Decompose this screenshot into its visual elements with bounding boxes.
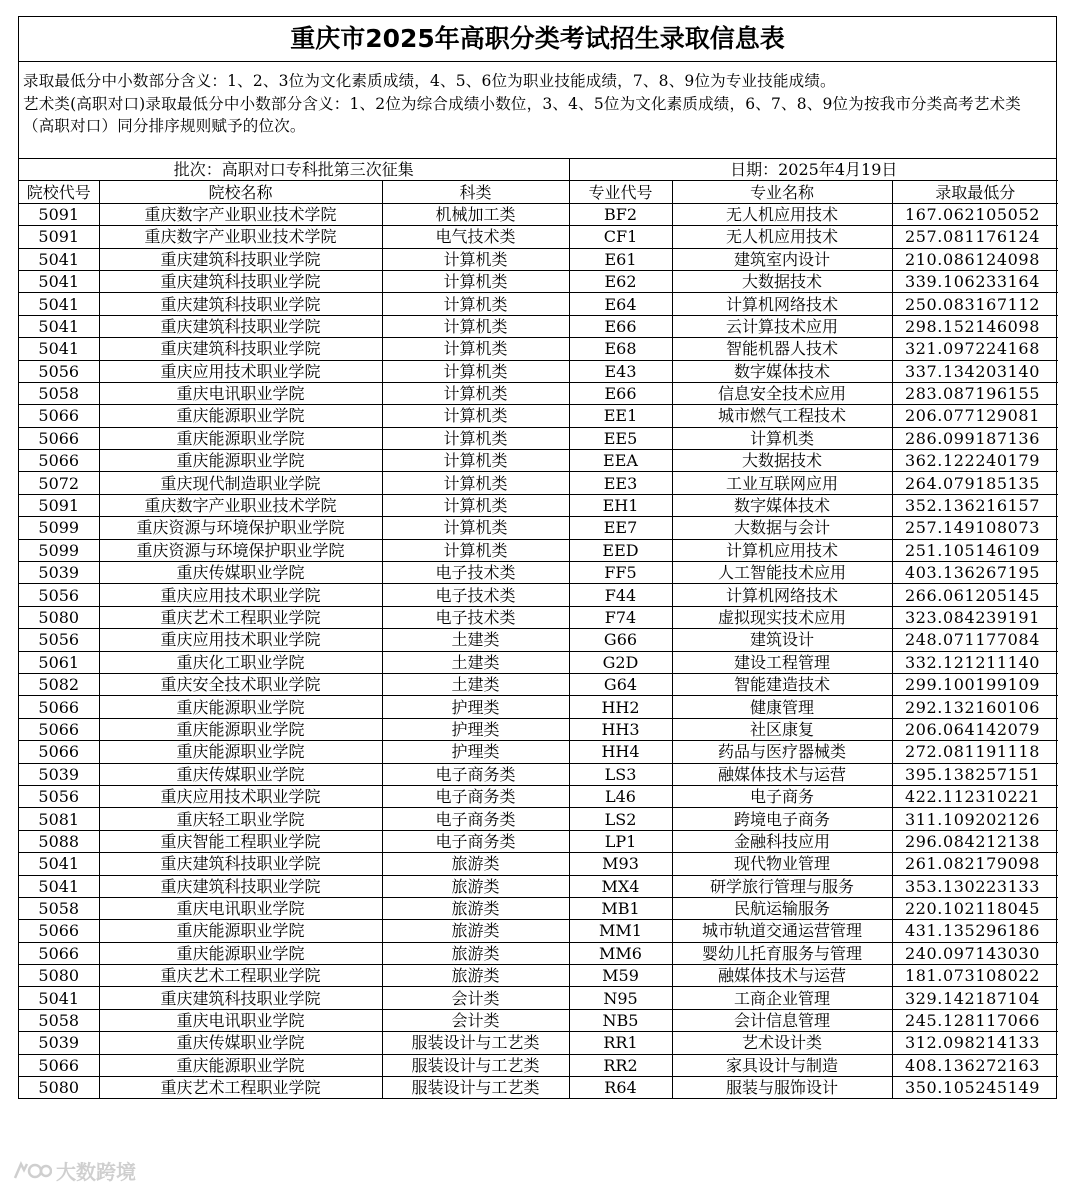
cell-school-name: 重庆建筑科技职业学院 xyxy=(99,875,382,897)
cell-min-score: 283.087196155 xyxy=(892,382,1058,404)
cell-min-score: 422.112310221 xyxy=(892,785,1058,807)
cell-min-score: 350.105245149 xyxy=(892,1077,1058,1099)
cell-major-code: L46 xyxy=(569,785,672,807)
cell-min-score: 251.105146109 xyxy=(892,539,1058,561)
cell-major-name: 建筑设计 xyxy=(672,629,892,651)
cell-major-code: R64 xyxy=(569,1077,672,1099)
cell-school-name: 重庆能源职业学院 xyxy=(99,741,382,763)
cell-major-name: 大数据技术 xyxy=(672,450,892,472)
table-row xyxy=(19,830,1058,852)
cell-school-code: 5058 xyxy=(19,382,99,404)
col-header-school-name: 院校名称 xyxy=(99,181,382,203)
cell-min-score: 257.081176124 xyxy=(892,226,1058,248)
table-row xyxy=(19,494,1058,516)
cell-school-code: 5066 xyxy=(19,696,99,718)
cell-school-name: 重庆能源职业学院 xyxy=(99,942,382,964)
cell-category: 计算机类 xyxy=(382,427,569,449)
table-row xyxy=(19,875,1058,897)
table-row xyxy=(19,965,1058,987)
cell-category: 护理类 xyxy=(382,741,569,763)
cell-category: 电子商务类 xyxy=(382,808,569,830)
cell-min-score: 353.130223133 xyxy=(892,875,1058,897)
cell-category: 计算机类 xyxy=(382,472,569,494)
cell-category: 电子商务类 xyxy=(382,785,569,807)
cell-school-code: 5066 xyxy=(19,427,99,449)
cell-major-name: 无人机应用技术 xyxy=(672,203,892,225)
batch-label: 批次：高职对口专科批第三次征集 xyxy=(19,159,569,181)
cell-school-name: 重庆建筑科技职业学院 xyxy=(99,270,382,292)
col-header-major-name: 专业名称 xyxy=(672,181,892,203)
cell-category: 土建类 xyxy=(382,673,569,695)
table-row xyxy=(19,338,1058,360)
cell-major-code: G66 xyxy=(569,629,672,651)
cell-school-name: 重庆现代制造职业学院 xyxy=(99,472,382,494)
cell-min-score: 264.079185135 xyxy=(892,472,1058,494)
score-notes xyxy=(19,62,1056,159)
cell-major-name: 虚拟现实技术应用 xyxy=(672,606,892,628)
cell-min-score: 248.071177084 xyxy=(892,629,1058,651)
cell-major-code: E64 xyxy=(569,293,672,315)
cell-category: 电子技术类 xyxy=(382,606,569,628)
cell-major-code: MX4 xyxy=(569,875,672,897)
cell-major-name: 婴幼儿托育服务与管理 xyxy=(672,942,892,964)
cell-min-score: 210.086124098 xyxy=(892,248,1058,270)
cell-min-score: 311.109202126 xyxy=(892,808,1058,830)
cell-major-name: 金融科技应用 xyxy=(672,830,892,852)
table-row xyxy=(19,405,1058,427)
cell-major-code: EH1 xyxy=(569,494,672,516)
cell-min-score: 395.138257151 xyxy=(892,763,1058,785)
cell-min-score: 408.136272163 xyxy=(892,1054,1058,1076)
cell-major-code: E62 xyxy=(569,270,672,292)
cell-major-name: 城市燃气工程技术 xyxy=(672,405,892,427)
cell-school-name: 重庆数字产业职业技术学院 xyxy=(99,226,382,248)
cell-major-code: E61 xyxy=(569,248,672,270)
cell-school-name: 重庆化工职业学院 xyxy=(99,651,382,673)
cell-major-code: M93 xyxy=(569,853,672,875)
cell-school-code: 5066 xyxy=(19,1054,99,1076)
cell-min-score: 250.083167112 xyxy=(892,293,1058,315)
cell-school-code: 5056 xyxy=(19,785,99,807)
cell-school-name: 重庆建筑科技职业学院 xyxy=(99,338,382,360)
cell-major-code: EE1 xyxy=(569,405,672,427)
cell-school-code: 5041 xyxy=(19,853,99,875)
cell-school-name: 重庆建筑科技职业学院 xyxy=(99,853,382,875)
cell-major-code: FF5 xyxy=(569,562,672,584)
cell-min-score: 431.135296186 xyxy=(892,920,1058,942)
cell-school-name: 重庆能源职业学院 xyxy=(99,920,382,942)
cell-major-code: E68 xyxy=(569,338,672,360)
cell-major-code: HH4 xyxy=(569,741,672,763)
cell-major-name: 大数据与会计 xyxy=(672,517,892,539)
cell-school-code: 5056 xyxy=(19,360,99,382)
cell-school-code: 5099 xyxy=(19,517,99,539)
cell-school-name: 重庆能源职业学院 xyxy=(99,405,382,427)
table-row xyxy=(19,1032,1058,1054)
cell-major-name: 计算机类 xyxy=(672,427,892,449)
cell-school-name: 重庆传媒职业学院 xyxy=(99,763,382,785)
col-header-major-code: 专业代号 xyxy=(569,181,672,203)
cell-major-name: 家具设计与制造 xyxy=(672,1054,892,1076)
cell-major-name: 现代物业管理 xyxy=(672,853,892,875)
table-row xyxy=(19,673,1058,695)
cell-school-name: 重庆安全技术职业学院 xyxy=(99,673,382,695)
cell-major-name: 计算机网络技术 xyxy=(672,293,892,315)
cell-school-code: 5066 xyxy=(19,741,99,763)
cell-major-code: G2D xyxy=(569,651,672,673)
cell-category: 计算机类 xyxy=(382,293,569,315)
cell-category: 计算机类 xyxy=(382,315,569,337)
table-row xyxy=(19,562,1058,584)
cell-min-score: 261.082179098 xyxy=(892,853,1058,875)
cell-major-name: 跨境电子商务 xyxy=(672,808,892,830)
table-row xyxy=(19,293,1058,315)
cell-major-name: 健康管理 xyxy=(672,696,892,718)
cell-major-name: 计算机应用技术 xyxy=(672,539,892,561)
cell-major-name: 人工智能技术应用 xyxy=(672,562,892,584)
cell-major-code: F44 xyxy=(569,584,672,606)
cell-major-name: 药品与医疗器械类 xyxy=(672,741,892,763)
cell-category: 电子商务类 xyxy=(382,763,569,785)
cell-school-name: 重庆应用技术职业学院 xyxy=(99,360,382,382)
cell-major-code: EE7 xyxy=(569,517,672,539)
cell-category: 土建类 xyxy=(382,651,569,673)
cell-min-score: 220.102118045 xyxy=(892,897,1058,919)
cell-category: 计算机类 xyxy=(382,248,569,270)
cell-major-code: MB1 xyxy=(569,897,672,919)
cell-school-code: 5039 xyxy=(19,1032,99,1054)
cell-school-code: 5041 xyxy=(19,875,99,897)
cell-school-code: 5041 xyxy=(19,987,99,1009)
cell-major-name: 智能机器人技术 xyxy=(672,338,892,360)
cell-major-name: 智能建造技术 xyxy=(672,673,892,695)
cell-category: 旅游类 xyxy=(382,853,569,875)
cell-category: 计算机类 xyxy=(382,338,569,360)
cell-min-score: 298.152146098 xyxy=(892,315,1058,337)
cell-school-code: 5039 xyxy=(19,763,99,785)
batch-date-row xyxy=(19,159,1058,181)
cell-school-name: 重庆建筑科技职业学院 xyxy=(99,248,382,270)
cell-major-code: EED xyxy=(569,539,672,561)
cell-school-name: 重庆资源与环境保护职业学院 xyxy=(99,539,382,561)
cell-school-code: 5091 xyxy=(19,226,99,248)
table-row xyxy=(19,270,1058,292)
cell-major-name: 艺术设计类 xyxy=(672,1032,892,1054)
cell-min-score: 323.084239191 xyxy=(892,606,1058,628)
cell-major-name: 计算机网络技术 xyxy=(672,584,892,606)
cell-min-score: 362.122240179 xyxy=(892,450,1058,472)
cell-school-code: 5041 xyxy=(19,338,99,360)
cell-school-name: 重庆能源职业学院 xyxy=(99,1054,382,1076)
cell-major-code: EE5 xyxy=(569,427,672,449)
cell-min-score: 329.142187104 xyxy=(892,987,1058,1009)
cell-school-code: 5058 xyxy=(19,897,99,919)
cell-school-code: 5080 xyxy=(19,965,99,987)
table-row xyxy=(19,718,1058,740)
cell-major-name: 数字媒体技术 xyxy=(672,494,892,516)
cell-min-score: 257.149108073 xyxy=(892,517,1058,539)
table-row xyxy=(19,427,1058,449)
table-row xyxy=(19,696,1058,718)
cell-school-code: 5080 xyxy=(19,606,99,628)
cell-major-code: HH3 xyxy=(569,718,672,740)
table-row xyxy=(19,651,1058,673)
table-row xyxy=(19,472,1058,494)
cell-major-code: G64 xyxy=(569,673,672,695)
cell-school-code: 5066 xyxy=(19,718,99,740)
cell-category: 电子商务类 xyxy=(382,830,569,852)
cell-category: 计算机类 xyxy=(382,517,569,539)
cell-major-name: 云计算技术应用 xyxy=(672,315,892,337)
table-row xyxy=(19,360,1058,382)
table-row xyxy=(19,920,1058,942)
table-row xyxy=(19,584,1058,606)
cell-school-name: 重庆艺术工程职业学院 xyxy=(99,965,382,987)
cell-school-name: 重庆建筑科技职业学院 xyxy=(99,987,382,1009)
cell-school-name: 重庆数字产业职业技术学院 xyxy=(99,494,382,516)
cell-category: 会计类 xyxy=(382,1009,569,1031)
cell-major-code: RR1 xyxy=(569,1032,672,1054)
table-row xyxy=(19,315,1058,337)
sheet-title: 重庆市2025年高职分类考试招生录取信息表 xyxy=(19,17,1056,62)
cell-category: 计算机类 xyxy=(382,539,569,561)
cell-min-score: 403.136267195 xyxy=(892,562,1058,584)
cell-min-score: 245.128117066 xyxy=(892,1009,1058,1031)
cell-major-code: LP1 xyxy=(569,830,672,852)
cell-school-name: 重庆资源与环境保护职业学院 xyxy=(99,517,382,539)
cell-school-code: 5066 xyxy=(19,920,99,942)
cell-min-score: 206.064142079 xyxy=(892,718,1058,740)
cell-category: 服装设计与工艺类 xyxy=(382,1077,569,1099)
cell-category: 旅游类 xyxy=(382,920,569,942)
cell-school-name: 重庆建筑科技职业学院 xyxy=(99,293,382,315)
table-row xyxy=(19,1077,1058,1099)
cell-min-score: 272.081191118 xyxy=(892,741,1058,763)
cell-category: 电子技术类 xyxy=(382,562,569,584)
cell-min-score: 206.077129081 xyxy=(892,405,1058,427)
cell-min-score: 337.134203140 xyxy=(892,360,1058,382)
cell-min-score: 240.097143030 xyxy=(892,942,1058,964)
table-row xyxy=(19,897,1058,919)
cell-school-code: 5056 xyxy=(19,584,99,606)
cell-category: 旅游类 xyxy=(382,897,569,919)
cell-school-code: 5041 xyxy=(19,315,99,337)
cell-major-name: 融媒体技术与运营 xyxy=(672,965,892,987)
cell-major-name: 无人机应用技术 xyxy=(672,226,892,248)
cell-major-name: 信息安全技术应用 xyxy=(672,382,892,404)
cell-school-name: 重庆艺术工程职业学院 xyxy=(99,1077,382,1099)
cell-school-name: 重庆传媒职业学院 xyxy=(99,1032,382,1054)
cell-school-name: 重庆能源职业学院 xyxy=(99,427,382,449)
cell-school-code: 5080 xyxy=(19,1077,99,1099)
cell-major-code: HH2 xyxy=(569,696,672,718)
cell-school-name: 重庆艺术工程职业学院 xyxy=(99,606,382,628)
cell-major-code: F74 xyxy=(569,606,672,628)
cell-school-code: 5081 xyxy=(19,808,99,830)
cell-school-code: 5066 xyxy=(19,405,99,427)
cell-min-score: 181.073108022 xyxy=(892,965,1058,987)
cell-category: 护理类 xyxy=(382,696,569,718)
cell-category: 计算机类 xyxy=(382,270,569,292)
cell-major-code: EEA xyxy=(569,450,672,472)
cell-school-code: 5072 xyxy=(19,472,99,494)
cell-major-name: 会计信息管理 xyxy=(672,1009,892,1031)
table-row xyxy=(19,741,1058,763)
cell-school-code: 5066 xyxy=(19,450,99,472)
cell-major-code: N95 xyxy=(569,987,672,1009)
cell-major-code: E66 xyxy=(569,382,672,404)
cell-major-code: E66 xyxy=(569,315,672,337)
score-note-art: 艺术类(高职对口)录取最低分中小数部分含义：1、2位为综合成绩小数位，3、4、5位为文化素质成绩，6、7、8、9位为按我市分类高考艺术类（高职对口）同分排序规则赋予的位次。 xyxy=(23,94,1021,135)
table-row xyxy=(19,1009,1058,1031)
table-row xyxy=(19,539,1058,561)
cell-school-name: 重庆轻工职业学院 xyxy=(99,808,382,830)
cell-school-name: 重庆智能工程职业学院 xyxy=(99,830,382,852)
table-row xyxy=(19,226,1058,248)
cell-major-name: 工商企业管理 xyxy=(672,987,892,1009)
table-row xyxy=(19,763,1058,785)
cell-major-name: 建筑室内设计 xyxy=(672,248,892,270)
watermark xyxy=(12,1156,136,1185)
cell-category: 旅游类 xyxy=(382,965,569,987)
cell-school-name: 重庆能源职业学院 xyxy=(99,450,382,472)
cell-category: 电子技术类 xyxy=(382,584,569,606)
cell-category: 旅游类 xyxy=(382,942,569,964)
watermark-text: 大数跨境 xyxy=(56,1160,136,1184)
cell-category: 计算机类 xyxy=(382,405,569,427)
cell-min-score: 339.106233164 xyxy=(892,270,1058,292)
cell-min-score: 292.132160106 xyxy=(892,696,1058,718)
table-row xyxy=(19,987,1058,1009)
table-row xyxy=(19,606,1058,628)
cell-school-code: 5039 xyxy=(19,562,99,584)
table-row xyxy=(19,785,1058,807)
table-row xyxy=(19,517,1058,539)
cell-min-score: 296.084212138 xyxy=(892,830,1058,852)
cell-school-code: 5041 xyxy=(19,270,99,292)
cell-school-name: 重庆电讯职业学院 xyxy=(99,382,382,404)
cell-category: 服装设计与工艺类 xyxy=(382,1032,569,1054)
cell-major-code: LS3 xyxy=(569,763,672,785)
cell-school-name: 重庆建筑科技职业学院 xyxy=(99,315,382,337)
cell-major-code: E43 xyxy=(569,360,672,382)
admission-table xyxy=(19,159,1058,1098)
cell-school-name: 重庆应用技术职业学院 xyxy=(99,584,382,606)
table-row xyxy=(19,808,1058,830)
cell-school-code: 5082 xyxy=(19,673,99,695)
cell-category: 土建类 xyxy=(382,629,569,651)
cell-min-score: 332.121211140 xyxy=(892,651,1058,673)
cell-school-code: 5091 xyxy=(19,203,99,225)
table-row xyxy=(19,203,1058,225)
cell-major-code: LS2 xyxy=(569,808,672,830)
col-header-category: 科类 xyxy=(382,181,569,203)
date-label: 日期：2025年4月19日 xyxy=(569,159,1058,181)
cell-major-name: 建设工程管理 xyxy=(672,651,892,673)
cell-school-code: 5041 xyxy=(19,293,99,315)
cell-school-code: 5061 xyxy=(19,651,99,673)
cell-major-code: NB5 xyxy=(569,1009,672,1031)
table-row xyxy=(19,942,1058,964)
table-row xyxy=(19,450,1058,472)
cell-major-name: 服装与服饰设计 xyxy=(672,1077,892,1099)
cell-category: 计算机类 xyxy=(382,450,569,472)
table-row xyxy=(19,853,1058,875)
cell-school-name: 重庆应用技术职业学院 xyxy=(99,785,382,807)
cell-category: 护理类 xyxy=(382,718,569,740)
cell-category: 机械加工类 xyxy=(382,203,569,225)
cell-major-name: 大数据技术 xyxy=(672,270,892,292)
col-header-min-score: 录取最低分 xyxy=(892,181,1058,203)
cell-school-name: 重庆电讯职业学院 xyxy=(99,1009,382,1031)
cell-min-score: 299.100199109 xyxy=(892,673,1058,695)
cell-major-code: MM1 xyxy=(569,920,672,942)
cell-min-score: 286.099187136 xyxy=(892,427,1058,449)
cell-school-name: 重庆应用技术职业学院 xyxy=(99,629,382,651)
table-row xyxy=(19,1054,1058,1076)
cell-major-name: 融媒体技术与运营 xyxy=(672,763,892,785)
cell-major-code: RR2 xyxy=(569,1054,672,1076)
admission-info-sheet xyxy=(18,16,1057,1099)
cell-school-code: 5056 xyxy=(19,629,99,651)
cell-school-code: 5066 xyxy=(19,942,99,964)
cell-category: 计算机类 xyxy=(382,494,569,516)
cell-school-name: 重庆传媒职业学院 xyxy=(99,562,382,584)
cell-min-score: 352.136216157 xyxy=(892,494,1058,516)
cell-min-score: 266.061205145 xyxy=(892,584,1058,606)
cell-category: 会计类 xyxy=(382,987,569,1009)
cell-school-code: 5058 xyxy=(19,1009,99,1031)
cell-school-name: 重庆电讯职业学院 xyxy=(99,897,382,919)
cell-major-code: CF1 xyxy=(569,226,672,248)
cell-school-name: 重庆能源职业学院 xyxy=(99,718,382,740)
col-header-school-code: 院校代号 xyxy=(19,181,99,203)
cell-school-code: 5041 xyxy=(19,248,99,270)
cell-min-score: 321.097224168 xyxy=(892,338,1058,360)
cell-category: 旅游类 xyxy=(382,875,569,897)
cell-school-code: 5091 xyxy=(19,494,99,516)
table-row xyxy=(19,248,1058,270)
cell-major-name: 民航运输服务 xyxy=(672,897,892,919)
cell-category: 计算机类 xyxy=(382,360,569,382)
cell-major-code: M59 xyxy=(569,965,672,987)
column-header-row xyxy=(19,181,1058,203)
cell-major-name: 工业互联网应用 xyxy=(672,472,892,494)
table-row xyxy=(19,629,1058,651)
cell-category: 计算机类 xyxy=(382,382,569,404)
cell-major-name: 电子商务 xyxy=(672,785,892,807)
cell-school-code: 5088 xyxy=(19,830,99,852)
cell-min-score: 312.098214133 xyxy=(892,1032,1058,1054)
table-row xyxy=(19,382,1058,404)
cell-category: 电气技术类 xyxy=(382,226,569,248)
cell-major-code: MM6 xyxy=(569,942,672,964)
score-note-general: 录取最低分中小数部分含义：1、2、3位为文化素质成绩，4、5、6位为职业技能成绩，7、8、9位为专业技能成绩。 xyxy=(23,72,836,90)
watermark-logo-icon xyxy=(12,1160,52,1182)
cell-school-code: 5099 xyxy=(19,539,99,561)
cell-major-name: 数字媒体技术 xyxy=(672,360,892,382)
cell-category: 服装设计与工艺类 xyxy=(382,1054,569,1076)
cell-school-name: 重庆数字产业职业技术学院 xyxy=(99,203,382,225)
cell-major-name: 社区康复 xyxy=(672,718,892,740)
cell-major-name: 研学旅行管理与服务 xyxy=(672,875,892,897)
cell-major-code: EE3 xyxy=(569,472,672,494)
cell-major-code: BF2 xyxy=(569,203,672,225)
cell-school-name: 重庆能源职业学院 xyxy=(99,696,382,718)
cell-min-score: 167.062105052 xyxy=(892,203,1058,225)
cell-major-name: 城市轨道交通运营管理 xyxy=(672,920,892,942)
